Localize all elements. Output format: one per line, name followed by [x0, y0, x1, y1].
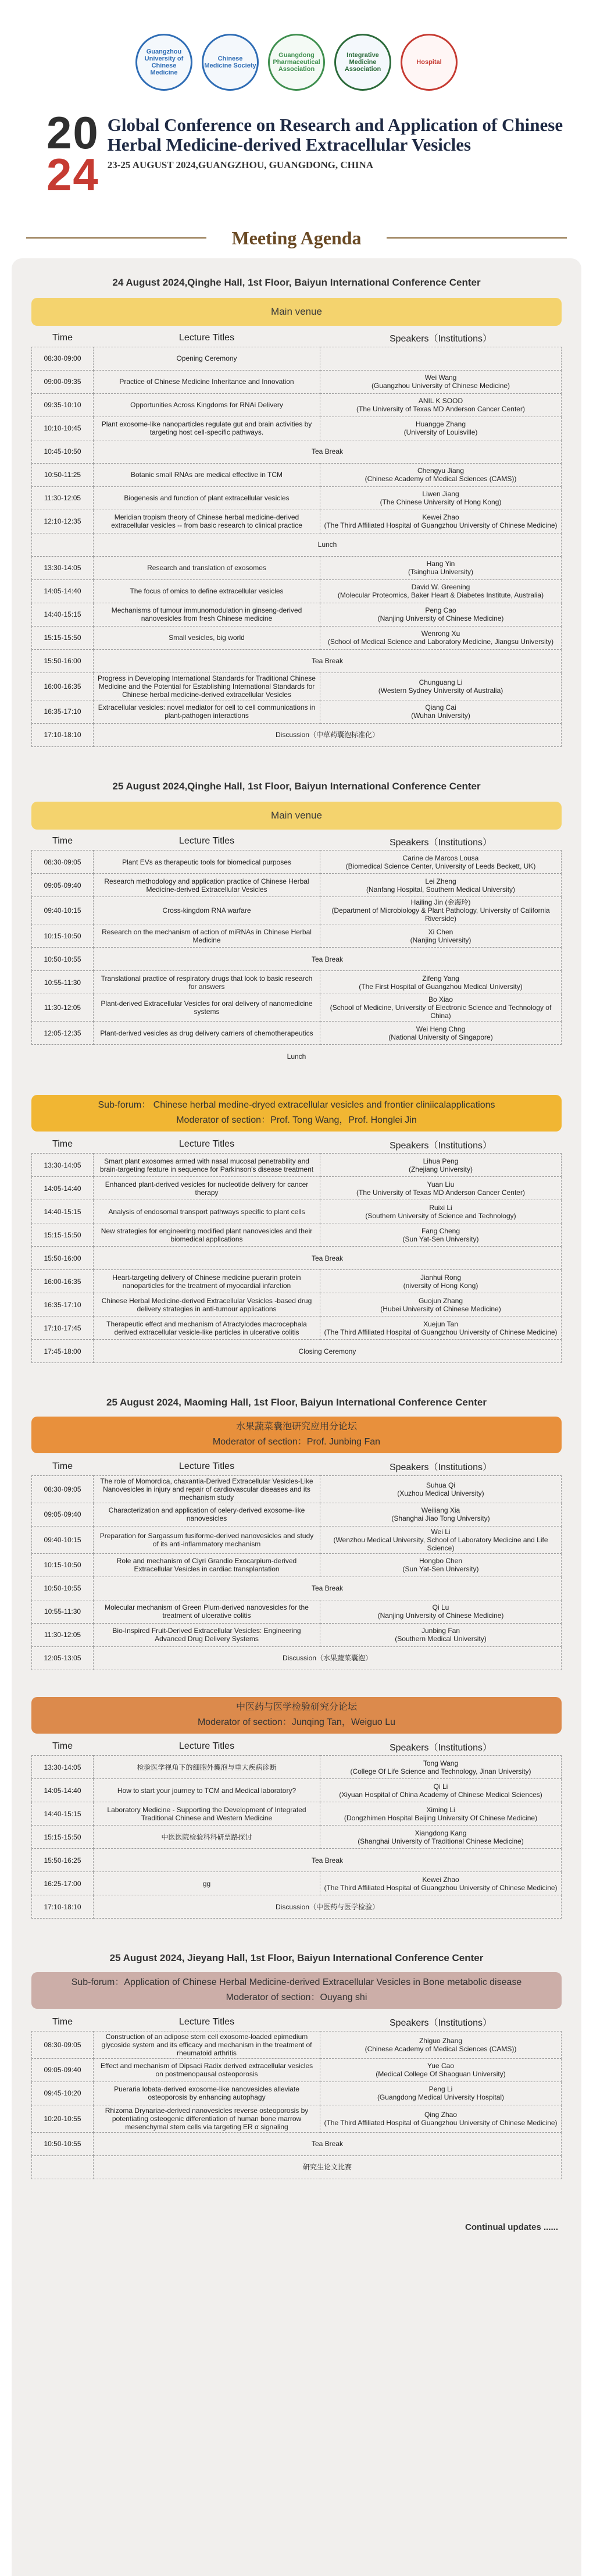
agenda-table	[31, 329, 562, 747]
lecture-title: Botanic small RNAs are medical effective in TCM	[94, 463, 320, 486]
column-header-title: Lecture Titles	[178, 836, 235, 846]
column-header-speakers: Speakers（Institutions）	[389, 837, 492, 848]
logo-row	[0, 0, 593, 98]
column-header-time: Time	[52, 1139, 73, 1150]
session-time: 10:50-11:25	[32, 463, 94, 486]
logo-society-icon: Chinese Medicine Society	[202, 34, 259, 91]
session-row	[32, 2082, 562, 2105]
session-row	[32, 1600, 562, 1623]
session-row	[32, 1317, 562, 1340]
speaker-institution: Wei Heng Chng (National University of Singapore)	[320, 1022, 562, 1045]
lecture-title: Rhizoma Drynariae-derived nanovesicles reverse osteoporosis by potentiating osteogenic differentiation of human bone marrow mesenchymal stem cells via targeting ER α signaling	[94, 2105, 320, 2132]
session-time: 14:05-14:40	[32, 579, 94, 603]
session-row	[32, 579, 562, 603]
lecture-title: Heart-targeting delivery of Chinese medicine puerarin protein nanoparticles for the treatment of myocardial infarction	[94, 1270, 320, 1293]
lecture-title: Bio-Inspired Fruit-Derived Extracellular Vesicles: Engineering Advanced Drug Delivery Systems	[94, 1623, 320, 1646]
conference-title-block	[99, 112, 593, 171]
speaker-institution: Qiang Cai (Wuhan University)	[320, 700, 562, 723]
lecture-title: Research on the mechanism of action of miRNAs in Chinese Herbal Medicine	[94, 924, 320, 948]
speaker-institution: ANIL K SOOD (The University of Texas MD Anderson Cancer Center)	[320, 393, 562, 417]
subforum-bar	[31, 1972, 562, 2009]
session-row	[32, 971, 562, 994]
break-label: Tea Break	[94, 2132, 562, 2155]
break-row	[32, 1045, 562, 1068]
session-time: 11:30-12:05	[32, 1623, 94, 1646]
session-row	[32, 1154, 562, 1177]
logo-pharma-association-icon: Guangdong Pharmaceutical Association	[268, 34, 325, 91]
session-row	[32, 626, 562, 649]
speaker-institution: Zifeng Yang (The First Hospital of Guangzhou Medical University)	[320, 971, 562, 994]
session-time: 16:00-16:35	[32, 673, 94, 700]
agenda-table-body	[32, 347, 562, 746]
session-time: 14:05-14:40	[32, 1779, 94, 1802]
session-row	[32, 463, 562, 486]
speaker-institution: Wei Wang (Guangzhou University of Chinese Medicine)	[320, 370, 562, 393]
heading-line-left	[26, 237, 206, 239]
session-row	[32, 1503, 562, 1526]
break-label: Lunch	[287, 1052, 306, 1061]
column-header-time: Time	[52, 836, 73, 846]
speaker-institution: Peng Cao (Nanjing University of Chinese Medicine)	[320, 603, 562, 626]
session-time: 10:50-10:55	[32, 948, 94, 971]
heading-line-right	[387, 237, 567, 239]
session-time: 08:30-09:05	[32, 2031, 94, 2058]
session-time: 14:05-14:40	[32, 1177, 94, 1200]
break-label: Closing Ceremony	[94, 1340, 562, 1363]
column-header-speakers: Speakers（Institutions）	[389, 1463, 492, 1473]
day-title: 24 August 2024,Qinghe Hall, 1st Floor, Baiyun International Conference Center	[112, 277, 481, 288]
agenda-table-head	[32, 1136, 562, 1154]
day-title: 25 August 2024, Jieyang Hall, 1st Floor, Baiyun International Conference Center	[109, 1952, 484, 1963]
session-row	[32, 1293, 562, 1317]
column-header-title: Lecture Titles	[178, 332, 235, 343]
session-time: 16:25-17:00	[32, 1872, 94, 1895]
session-row	[32, 994, 562, 1022]
session-row	[32, 347, 562, 370]
break-label: Tea Break	[94, 1247, 562, 1270]
session-time: 16:35-17:10	[32, 1293, 94, 1317]
session-row	[32, 924, 562, 948]
lecture-title: Progress in Developing International Standards for Traditional Chinese Medicine and the Potential for Establishing International Standards for Chinese herbal medicine-derived extracellular Vesicles	[94, 673, 320, 700]
speaker-institution: Junbing Fan (Southern Medical University)	[320, 1623, 562, 1646]
lecture-title: Molecular mechanism of Green Plum-derived nanovesicles for the treatment of ulcerative colitis	[94, 1600, 320, 1623]
session-time: 16:35-17:10	[32, 700, 94, 723]
session-time: 14:40-15:15	[32, 1802, 94, 1826]
break-label: Discussion（中医药与医学检验）	[94, 1895, 562, 1919]
agenda-table-head	[32, 2013, 562, 2031]
session-time	[32, 2155, 94, 2179]
lecture-title: Extracellular vesicles: novel mediator for cell to cell communications in plant-pathogen interactions	[94, 700, 320, 723]
break-row	[32, 440, 562, 463]
lecture-title: Enhanced plant-derived vesicles for nucleotide delivery for cancer therapy	[94, 1177, 320, 1200]
break-row	[32, 533, 562, 556]
session-time: 09:40-10:15	[32, 1526, 94, 1553]
column-header-title: Lecture Titles	[178, 1139, 235, 1150]
session-time: 10:15-10:50	[32, 924, 94, 948]
session-time	[32, 533, 94, 556]
break-label: Discussion（中草药囊泡标准化）	[94, 723, 562, 746]
session-time: 15:50-16:00	[32, 649, 94, 673]
break-label: Tea Break	[94, 1577, 562, 1600]
agenda-header-row	[32, 833, 562, 851]
speaker-institution: Qi Lu (Nanjing University of Chinese Medicine)	[320, 1600, 562, 1623]
session-row	[32, 1756, 562, 1779]
session-row	[32, 1022, 562, 1045]
speaker-institution: Xuejun Tan (The Third Affiliated Hospital of Guangzhou University of Chinese Medicine)	[320, 1317, 562, 1340]
agenda-table-body	[32, 1756, 562, 1919]
session-time: 14:40-15:15	[32, 603, 94, 626]
agenda-header-row	[32, 1458, 562, 1475]
break-label: Lunch	[94, 533, 562, 556]
logo-university-icon: Guangzhou University of Chinese Medicine	[135, 34, 192, 91]
session-row	[32, 1200, 562, 1223]
lecture-title: Mechanisms of tumour immunomodulation in ginseng-derived nanovesicles from fresh Chinese medicine	[94, 603, 320, 626]
session-time: 13:30-14:05	[32, 1154, 94, 1177]
speaker-institution: Liwen Jiang (The Chinese University of Hong Kong)	[320, 486, 562, 510]
lecture-title: Construction of an adipose stem cell exosome-loaded epimedium glycoside system and its efficacy and mechanism in the treatment of rheumatoid arthritis	[94, 2031, 320, 2058]
session-time: 13:30-14:05	[32, 1756, 94, 1779]
lecture-title: Small vesicles, big world	[94, 626, 320, 649]
speaker-institution: Kewei Zhao (The Third Affiliated Hospital of Guangzhou University of Chinese Medicine)	[320, 510, 562, 533]
lecture-title: Research and translation of exosomes	[94, 556, 320, 579]
lecture-title: The focus of omics to define extracellular vesicles	[94, 579, 320, 603]
lecture-title: Opening Ceremony	[94, 347, 320, 370]
break-label: Tea Break	[94, 1849, 562, 1872]
venue-bar: Main venue	[31, 802, 562, 830]
lecture-title: The role of Momordica, chaxantia-Derived Extracellular Vesicles-Like Nanovesicles in injury and repair of cardiovascular diseases and its mechanism study	[94, 1475, 320, 1503]
break-row	[32, 1849, 562, 1872]
lecture-title: gg	[94, 1872, 320, 1895]
lecture-title: Plant-derived Extracellular Vesicles for oral delivery of nanomedicine systems	[94, 994, 320, 1022]
agenda-table-head	[32, 833, 562, 851]
agenda-table-body	[32, 851, 562, 1068]
column-header-speakers: Speakers（Institutions）	[389, 2018, 492, 2029]
session-time: 08:30-09:05	[32, 851, 94, 874]
agenda-table-head	[32, 1738, 562, 1756]
break-row	[32, 1895, 562, 1919]
agenda-table	[31, 1136, 562, 1364]
session-time: 10:45-10:50	[32, 440, 94, 463]
session-row	[32, 673, 562, 700]
session-time: 14:40-15:15	[32, 1200, 94, 1223]
subforum-bar	[31, 1697, 562, 1734]
speaker-institution: Tong Wang (College Of Life Science and Technology, Jinan University)	[320, 1756, 562, 1779]
session-row	[32, 700, 562, 723]
break-row	[32, 948, 562, 971]
agenda-header-row	[32, 1738, 562, 1756]
session-row	[32, 486, 562, 510]
session-time: 17:45-18:00	[32, 1340, 94, 1363]
session-row	[32, 1475, 562, 1503]
section-gap	[31, 1363, 562, 1386]
lecture-title: Characterization and application of celery-derived exosome-like nanovesicles	[94, 1503, 320, 1526]
logo-integrative-association-icon: Integrative Medicine Association	[334, 34, 391, 91]
session-row	[32, 556, 562, 579]
session-row	[32, 1802, 562, 1826]
agenda-table	[31, 833, 562, 1068]
speaker-institution: Kewei Zhao (The Third Affiliated Hospital of Guangzhou University of Chinese Medicine)	[320, 1872, 562, 1895]
speaker-institution: Suhua Qi (Xuzhou Medical University)	[320, 1475, 562, 1503]
session-time: 08:30-09:05	[32, 1475, 94, 1503]
session-time: 15:15-15:50	[32, 1223, 94, 1247]
lecture-title: Preparation for Sargassum fusiforme-derived nanovesicles and study of its anti-inflammatory mechanism	[94, 1526, 320, 1553]
session-time: 12:10-12:35	[32, 510, 94, 533]
section-gap	[31, 1919, 562, 1942]
lecture-title: New strategies for engineering modified plant nanovesicles and their biomedical applications	[94, 1223, 320, 1247]
session-time: 10:50-10:55	[32, 1577, 94, 1600]
session-time: 15:15-15:50	[32, 1826, 94, 1849]
subforum-moderator: Moderator of section：Prof. Tong Wang，Prof. Honglei Jin	[176, 1115, 417, 1125]
break-label: Tea Break	[94, 440, 562, 463]
agenda-sections	[31, 272, 562, 2203]
subforum-moderator: Moderator of section：Prof. Junbing Fan	[212, 1437, 381, 1447]
column-header-time: Time	[52, 2016, 73, 2027]
session-row	[32, 1526, 562, 1553]
subforum-title: 水果蔬菜囊泡研究应用分论坛	[235, 1422, 357, 1432]
column-header-title: Lecture Titles	[178, 1741, 235, 1752]
lecture-title: Cross-kingdom RNA warfare	[94, 897, 320, 924]
break-row	[32, 1646, 562, 1670]
conference-header	[0, 98, 593, 220]
session-time: 10:50-10:55	[32, 2132, 94, 2155]
session-time: 09:05-09:40	[32, 2058, 94, 2082]
speaker-institution: Jianhui Rong (niversity of Hong Kong)	[320, 1270, 562, 1293]
section-gap	[31, 1068, 562, 1091]
session-time: 10:15-10:50	[32, 1553, 94, 1577]
session-row	[32, 1826, 562, 1849]
session-time: 13:30-14:05	[32, 556, 94, 579]
speaker-institution: Yuan Liu (The University of Texas MD Anderson Cancer Center)	[320, 1177, 562, 1200]
session-row	[32, 393, 562, 417]
subforum-bar	[31, 1095, 562, 1132]
lecture-title: Opportunities Across Kingdoms for RNAi Delivery	[94, 393, 320, 417]
session-time: 10:55-11:30	[32, 1600, 94, 1623]
subforum-title: Sub-forum： Chinese herbal medine-dryed extracellular vesicles and frontier cliniicalapplications	[98, 1100, 495, 1110]
lecture-title: 中医医院检验科科研票路探讨	[94, 1826, 320, 1849]
column-header-speakers: Speakers（Institutions）	[389, 1140, 492, 1151]
continual-updates: Continual updates ......	[465, 2222, 558, 2232]
speaker-institution: Chunguang Li (Western Sydney University of Australia)	[320, 673, 562, 700]
agenda-table-head	[32, 1458, 562, 1475]
session-row	[32, 603, 562, 626]
lecture-title: Translational practice of respiratory drugs that look to basic research for answers	[94, 971, 320, 994]
agenda-title: Meeting Agenda	[231, 227, 362, 248]
session-row	[32, 370, 562, 393]
speaker-institution: Lei Zheng (Nanfang Hospital, Southern Medical University)	[320, 874, 562, 897]
break-label: Tea Break	[94, 649, 562, 673]
speaker-institution: Lihua Peng (Zhejiang University)	[320, 1154, 562, 1177]
speaker-institution: Xi Chen (Nanjing University)	[320, 924, 562, 948]
session-row	[32, 851, 562, 874]
speaker-institution: Bo Xiao (School of Medicine, University of Electronic Science and Technology of China)	[320, 994, 562, 1022]
agenda-table	[31, 1458, 562, 1670]
break-row	[32, 1340, 562, 1363]
agenda-table-head	[32, 329, 562, 347]
agenda-table-body	[32, 1475, 562, 1670]
session-time: 09:35-10:10	[32, 393, 94, 417]
session-time: 15:50-16:00	[32, 1247, 94, 1270]
year-mark	[47, 107, 99, 200]
session-row	[32, 2105, 562, 2132]
lecture-title: Pueraria lobata-derived exosome-like nanovesicles alleviate osteoporosis by enhancing autophagy	[94, 2082, 320, 2105]
speaker-institution: Wenrong Xu (School of Medical Science and Laboratory Medicine, Jiangsu University)	[320, 626, 562, 649]
session-row	[32, 2031, 562, 2058]
column-header-speakers: Speakers（Institutions）	[389, 1742, 492, 1753]
session-time: 09:00-09:35	[32, 370, 94, 393]
break-row	[32, 1247, 562, 1270]
lecture-title: Plant-derived vesicles as drug delivery carriers of chemotherapeutics	[94, 1022, 320, 1045]
lecture-title: Analysis of endosomal transport pathways specific to plant cells	[94, 1200, 320, 1223]
lecture-title: Smart plant exosomes armed with nasal mucosal penetrability and brain-targeting feature in sequence for Parkinson's disease treatment	[94, 1154, 320, 1177]
lecture-title: Chinese Herbal Medicine-derived Extracellular Vesicles -based drug delivery strategies in anti-tumour applications	[94, 1293, 320, 1317]
session-row	[32, 1223, 562, 1247]
speaker-institution	[320, 347, 562, 370]
lecture-title: 检验医学视角下的细胞外囊泡与重大疾病诊断	[94, 1756, 320, 1779]
session-time: 10:55-11:30	[32, 971, 94, 994]
session-row	[32, 897, 562, 924]
speaker-institution: Ximing Li (Dongzhimen Hospital Beijing University Of Chinese Medicine)	[320, 1802, 562, 1826]
year-top: 20	[47, 107, 99, 158]
session-time: 11:30-12:05	[32, 486, 94, 510]
conference-title: Global Conference on Research and Application of Chinese Herbal Medicine-derived Extracellular Vesicles	[107, 115, 563, 155]
column-header-time: Time	[52, 332, 73, 343]
speaker-institution: Peng Li (Guangdong Medical University Hospital)	[320, 2082, 562, 2105]
speaker-institution: Yue Cao (Medical College Of Shaoguan University)	[320, 2058, 562, 2082]
lecture-title: How to start your journey to TCM and Medical laboratory?	[94, 1779, 320, 1802]
column-header-title: Lecture Titles	[178, 2016, 235, 2027]
lecture-title: Research methodology and application practice of Chinese Herbal Medicine-derived Extracellular Vesicles	[94, 874, 320, 897]
agenda-table-body	[32, 1154, 562, 1363]
speaker-institution: Huangge Zhang (University of Louisville)	[320, 417, 562, 440]
agenda-heading	[0, 222, 593, 254]
column-header-title: Lecture Titles	[178, 1461, 235, 1471]
section-gap	[31, 2179, 562, 2203]
break-row	[32, 723, 562, 746]
session-row	[32, 510, 562, 533]
speaker-institution: Hang Yin (Tsinghua University)	[320, 556, 562, 579]
session-row	[32, 874, 562, 897]
break-row	[32, 649, 562, 673]
agenda-table	[31, 1738, 562, 1919]
subforum-moderator: Moderator of section：Junqing Tan，Weiguo Lu	[197, 1717, 396, 1727]
speaker-institution: Guojun Zhang (Hubei University of Chinese Medicine)	[320, 1293, 562, 1317]
session-time: 17:10-18:10	[32, 1895, 94, 1919]
session-time: 10:10-10:45	[32, 417, 94, 440]
break-label: 研究生论文比赛	[94, 2155, 562, 2179]
session-time: 09:05-09:40	[32, 874, 94, 897]
break-label: Discussion（水果蔬菜囊泡）	[94, 1646, 562, 1670]
session-time: 10:20-10:55	[32, 2105, 94, 2132]
session-time: 17:10-17:45	[32, 1317, 94, 1340]
session-time: 09:45-10:20	[32, 2082, 94, 2105]
column-header-speakers: Speakers（Institutions）	[389, 334, 492, 344]
lecture-title: Therapeutic effect and mechanism of Atractylodes macrocephala derived extracellular vesicle-like particles in ulcerative colitis	[94, 1317, 320, 1340]
lecture-title: Role and mechanism of Ciyri Grandio Exocarpium-derived Extracellular Vesicles in cardiac transplantation	[94, 1553, 320, 1577]
session-time: 08:30-09:00	[32, 347, 94, 370]
break-row	[32, 1577, 562, 1600]
speaker-institution: Qing Zhao (The Third Affiliated Hospital of Guangzhou University of Chinese Medicine)	[320, 2105, 562, 2132]
speaker-institution: Fang Cheng (Sun Yat-Sen University)	[320, 1223, 562, 1247]
speaker-institution: Ruixi Li (Southern University of Science and Technology)	[320, 1200, 562, 1223]
logo-hospital-icon: Hospital	[401, 34, 458, 91]
break-label: Tea Break	[94, 948, 562, 971]
speaker-institution: Chengyu Jiang (Chinese Academy of Medical Sciences (CAMS))	[320, 463, 562, 486]
column-header-time: Time	[52, 1741, 73, 1752]
year-bottom: 24	[47, 149, 99, 200]
lecture-title: Meridian tropism theory of Chinese herbal medicine-derived extracellular vesicles -- from basic research to clinical practice	[94, 510, 320, 533]
venue-bar: Main venue	[31, 298, 562, 326]
agenda-header-row	[32, 329, 562, 347]
session-time: 09:40-10:15	[32, 897, 94, 924]
section-gap	[31, 1670, 562, 1693]
session-time: 11:30-12:05	[32, 994, 94, 1022]
lecture-title: Plant EVs as therapeutic tools for biomedical purposes	[94, 851, 320, 874]
speaker-institution: Carine de Marcos Lousa (Biomedical Science Center, University of Leeds Beckett, UK)	[320, 851, 562, 874]
session-row	[32, 1872, 562, 1895]
session-row	[32, 1553, 562, 1577]
day-title: 25 August 2024, Maoming Hall, 1st Floor, Baiyun International Conference Center	[106, 1397, 487, 1408]
break-row	[32, 2132, 562, 2155]
session-time: 15:15-15:50	[32, 626, 94, 649]
subforum-bar	[31, 1417, 562, 1453]
lecture-title: Effect and mechanism of Dipsaci Radix derived extracellular vesicles on postmenopausal osteoporosis	[94, 2058, 320, 2082]
subforum-title: Sub-forum：Application of Chinese Herbal Medicine-derived Extracellular Vesicles in Bone metabolic disease	[71, 1977, 522, 1987]
session-time: 15:50-16:25	[32, 1849, 94, 1872]
agenda-card	[12, 258, 581, 2576]
agenda-table-body	[32, 2031, 562, 2179]
agenda-header-row	[32, 2013, 562, 2031]
speaker-institution: David W. Greening (Molecular Proteomics, Baker Heart & Diabetes Institute, Australia)	[320, 579, 562, 603]
session-row	[32, 1779, 562, 1802]
session-row	[32, 2058, 562, 2082]
agenda-table	[31, 2013, 562, 2179]
lecture-title: Laboratory Medicine - Supporting the Development of Integrated Traditional Chinese and Western Medicine	[94, 1802, 320, 1826]
section-gap	[31, 747, 562, 770]
speaker-institution: Xiangdong Kang (Shanghai University of Traditional Chinese Medicine)	[320, 1826, 562, 1849]
conference-date: 23-25 AUGUST 2024,GUANGZHOU, GUANGDONG, CHINA	[107, 159, 374, 170]
session-row	[32, 417, 562, 440]
column-header-time: Time	[52, 1461, 73, 1471]
session-time: 12:05-13:05	[32, 1646, 94, 1670]
session-row	[32, 1177, 562, 1200]
speaker-institution: Wei Li (Wenzhou Medical University, School of Laboratory Medicine and Life Science)	[320, 1526, 562, 1553]
lecture-title: Practice of Chinese Medicine Inheritance and Innovation	[94, 370, 320, 393]
session-time: 09:05-09:40	[32, 1503, 94, 1526]
break-row	[32, 2155, 562, 2179]
speaker-institution: Hailing Jin (金海玲) (Department of Microbiology & Plant Pathology, University of California Riverside)	[320, 897, 562, 924]
subforum-moderator: Moderator of section：Ouyang shi	[226, 1993, 367, 2002]
day-title: 25 August 2024,Qinghe Hall, 1st Floor, Baiyun International Conference Center	[112, 780, 481, 792]
agenda-header-row	[32, 1136, 562, 1154]
lecture-title: Biogenesis and function of plant extracellular vesicles	[94, 486, 320, 510]
session-time: 12:05-12:35	[32, 1022, 94, 1045]
session-time: 16:00-16:35	[32, 1270, 94, 1293]
speaker-institution: Zhiguo Zhang (Chinese Academy of Medical Sciences (CAMS))	[320, 2031, 562, 2058]
session-row	[32, 1623, 562, 1646]
session-time: 17:10-18:10	[32, 723, 94, 746]
speaker-institution: Hongbo Chen (Sun Yat-Sen University)	[320, 1553, 562, 1577]
subforum-title: 中医药与医学检验研究分论坛	[235, 1702, 357, 1712]
speaker-institution: Qi Li (Xiyuan Hospital of China Academy of Chinese Medical Sciences)	[320, 1779, 562, 1802]
session-row	[32, 1270, 562, 1293]
lecture-title: Plant exosome-like nanoparticles regulate gut and brain activities by targeting host cell-specific pathways.	[94, 417, 320, 440]
speaker-institution: Weiliang Xia (Shanghai Jiao Tong University)	[320, 1503, 562, 1526]
